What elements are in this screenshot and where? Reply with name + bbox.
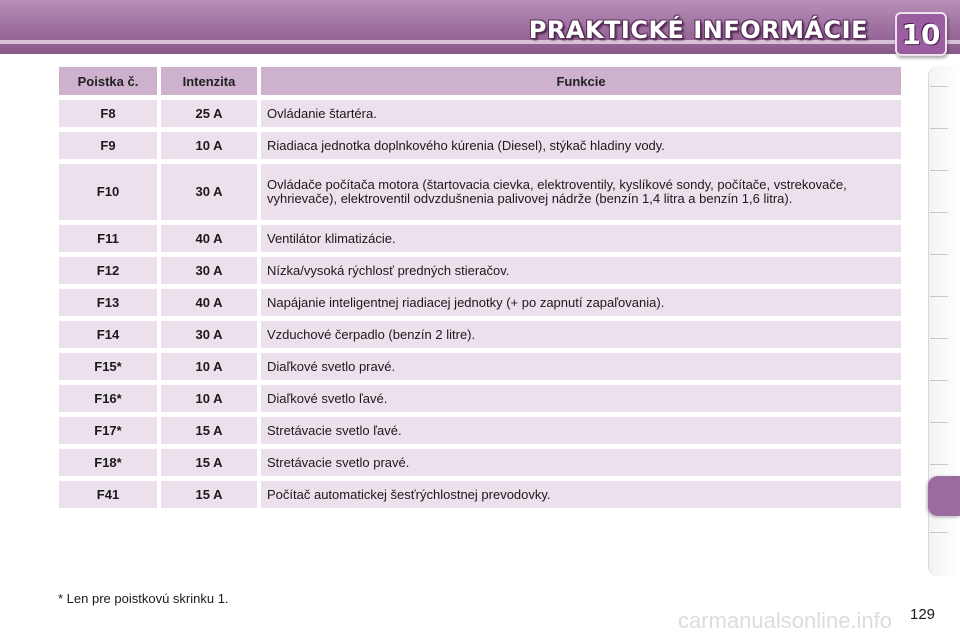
fuse-cell: F10 <box>59 164 157 220</box>
table-row <box>59 353 901 380</box>
tab-divider <box>930 296 948 297</box>
current-cell: 10 A <box>161 132 257 159</box>
tab-divider <box>930 464 948 465</box>
function-cell: Diaľkové svetlo ľavé. <box>261 385 901 412</box>
column-header-current: Intenzita <box>161 67 257 95</box>
fuse-cell: F12 <box>59 257 157 284</box>
current-cell: 40 A <box>161 289 257 316</box>
current-cell: 30 A <box>161 321 257 348</box>
tab-divider <box>930 380 948 381</box>
chapter-tab-active[interactable] <box>928 476 960 516</box>
chapter-tabs <box>928 66 960 576</box>
fuse-cell: F14 <box>59 321 157 348</box>
table-row <box>59 257 901 284</box>
current-cell: 30 A <box>161 164 257 220</box>
column-header-function: Funkcie <box>261 67 901 95</box>
tab-divider <box>930 422 948 423</box>
current-cell: 10 A <box>161 385 257 412</box>
fuse-cell: F17* <box>59 417 157 444</box>
function-cell: Riadiaca jednotka doplnkového kúrenia (Diesel), stýkač hladiny vody. <box>261 132 901 159</box>
fuse-cell: F11 <box>59 225 157 252</box>
table-row <box>59 289 901 316</box>
fuse-table <box>55 62 905 513</box>
current-cell: 15 A <box>161 417 257 444</box>
footnote: * Len pre poistkovú skrinku 1. <box>58 591 229 606</box>
function-cell: Napájanie inteligentnej riadiacej jednotky (+ po zapnutí zapaľovania). <box>261 289 901 316</box>
current-cell: 15 A <box>161 481 257 508</box>
tab-divider <box>930 254 948 255</box>
table-row <box>59 385 901 412</box>
table-row <box>59 417 901 444</box>
function-cell: Stretávacie svetlo pravé. <box>261 449 901 476</box>
current-cell: 15 A <box>161 449 257 476</box>
fuse-cell: F18* <box>59 449 157 476</box>
fuse-cell: F9 <box>59 132 157 159</box>
column-header-fuse: Poistka č. <box>59 67 157 95</box>
table-row <box>59 100 901 127</box>
fuse-cell: F8 <box>59 100 157 127</box>
table-row <box>59 225 901 252</box>
tab-divider <box>930 170 948 171</box>
current-cell: 10 A <box>161 353 257 380</box>
chapter-title: PRAKTICKÉ INFORMÁCIE <box>528 16 868 44</box>
table-header-row <box>59 67 901 95</box>
function-cell: Ovládanie štartéra. <box>261 100 901 127</box>
table-row <box>59 449 901 476</box>
table-row <box>59 132 901 159</box>
current-cell: 30 A <box>161 257 257 284</box>
chapter-number-badge: 10 <box>895 12 947 56</box>
function-cell: Počítač automatickej šesťrýchlostnej prevodovky. <box>261 481 901 508</box>
page-number: 129 <box>910 606 936 623</box>
watermark: carmanualsonline.info <box>678 608 893 633</box>
tab-divider <box>930 532 948 533</box>
function-cell: Stretávacie svetlo ľavé. <box>261 417 901 444</box>
fuse-cell: F13 <box>59 289 157 316</box>
chapter-header <box>0 0 960 54</box>
table-row <box>59 321 901 348</box>
table-row <box>59 164 901 220</box>
current-cell: 40 A <box>161 225 257 252</box>
function-cell: Ovládače počítača motora (štartovacia cievka, elektroventily, kyslíkové sondy, počítače, vstrekovače, vyhrievače), elektroventil odvzdušnenia palivovej nádrže (benzín 1,4 litra a benzín 1,6 litra). <box>261 164 901 220</box>
fuse-cell: F16* <box>59 385 157 412</box>
table-row <box>59 481 901 508</box>
fuse-cell: F15* <box>59 353 157 380</box>
function-cell: Vzduchové čerpadlo (benzín 2 litre). <box>261 321 901 348</box>
tab-divider <box>930 212 948 213</box>
fuse-cell: F41 <box>59 481 157 508</box>
function-cell: Nízka/vysoká rýchlosť predných stieračov. <box>261 257 901 284</box>
tab-divider <box>930 128 948 129</box>
function-cell: Diaľkové svetlo pravé. <box>261 353 901 380</box>
function-cell: Ventilátor klimatizácie. <box>261 225 901 252</box>
tab-divider <box>930 86 948 87</box>
tab-divider <box>930 338 948 339</box>
current-cell: 25 A <box>161 100 257 127</box>
